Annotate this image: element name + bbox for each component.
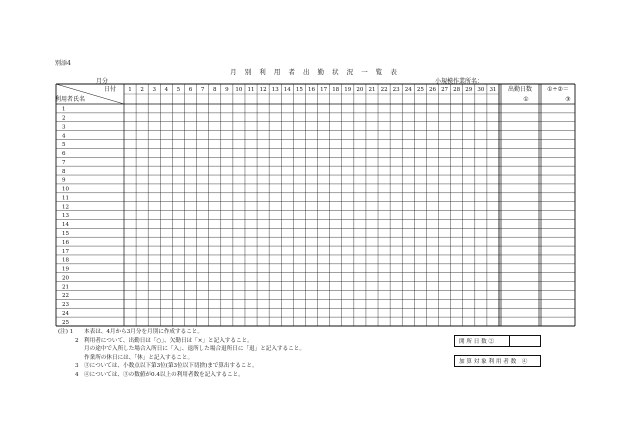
day-number-1: 1 xyxy=(128,87,132,93)
row-number-4: 4 xyxy=(62,133,66,140)
day-number-4: 4 xyxy=(164,87,169,93)
day-number-9: 9 xyxy=(225,87,229,93)
open-days-label: 開 所 日 数 ② xyxy=(459,339,495,345)
ratio-mark: ③ xyxy=(565,96,571,103)
day-number-7: 7 xyxy=(200,87,205,93)
row-number-1: 1 xyxy=(62,106,66,113)
row-number-25: 25 xyxy=(62,319,69,326)
row-number-23: 23 xyxy=(62,302,69,309)
row-number-5: 5 xyxy=(62,142,66,149)
day-number-22: 22 xyxy=(380,87,388,93)
day-number-13: 13 xyxy=(271,87,279,93)
day-number-3: 3 xyxy=(152,87,156,93)
day-number-24: 24 xyxy=(404,87,412,93)
day-number-28: 28 xyxy=(453,87,461,93)
day-number-26: 26 xyxy=(428,87,436,93)
day-number-18: 18 xyxy=(332,87,340,93)
day-number-23: 23 xyxy=(392,87,400,93)
form-number: 別添4 xyxy=(55,60,71,67)
row-number-12: 12 xyxy=(62,204,69,211)
row-number-3: 3 xyxy=(62,124,66,131)
note-text: 本表は、4月から3月分を月別に作成すること。 xyxy=(84,329,203,335)
row-number-6: 6 xyxy=(62,151,66,158)
note-text: 月の途中で入所した場合入所日に「入」、退所した場合退所日に「退」と記入すること。 xyxy=(84,346,305,353)
note-number: 2 xyxy=(75,337,79,344)
open-days-box xyxy=(454,335,541,347)
day-number-29: 29 xyxy=(465,87,473,93)
row-number-17: 17 xyxy=(62,248,69,255)
attendance-days-header: 出勤日数 xyxy=(507,86,533,93)
row-number-14: 14 xyxy=(62,222,69,229)
note-number: 3 xyxy=(75,363,79,370)
day-number-16: 16 xyxy=(308,87,315,93)
day-number-8: 8 xyxy=(212,87,217,93)
row-number-16: 16 xyxy=(62,239,69,246)
day-number-27: 27 xyxy=(441,87,449,93)
row-number-24: 24 xyxy=(62,310,69,317)
bonus-users-box xyxy=(454,355,541,367)
day-number-5: 5 xyxy=(176,87,181,93)
note-text: ③については、小数点以下第3位(第3位以下切捨)まで算出すること。 xyxy=(84,363,258,370)
row-number-10: 10 xyxy=(62,186,69,193)
row-number-22: 22 xyxy=(62,293,69,300)
row-number-18: 18 xyxy=(62,257,69,264)
row-number-7: 7 xyxy=(62,159,66,166)
day-number-17: 17 xyxy=(320,87,328,93)
day-number-21: 21 xyxy=(368,87,376,93)
user-name-header-label: 利用者氏名 xyxy=(54,96,86,103)
day-number-14: 14 xyxy=(283,87,291,93)
row-number-8: 8 xyxy=(62,168,66,175)
note-number: 4 xyxy=(75,371,79,378)
day-number-6: 6 xyxy=(188,87,193,93)
row-number-13: 13 xyxy=(62,213,69,220)
month-label: 月分 xyxy=(96,78,109,85)
page-title: 月 別 利 用 者 出 勤 状 況 一 覧 表 xyxy=(230,68,400,76)
day-header-label: 日付 xyxy=(103,86,116,93)
row-number-9: 9 xyxy=(62,177,66,184)
day-number-20: 20 xyxy=(356,87,364,93)
day-number-10: 10 xyxy=(235,87,243,93)
row-number-2: 2 xyxy=(62,115,66,122)
open-days-value-cell[interactable] xyxy=(509,336,540,346)
row-number-15: 15 xyxy=(62,231,69,237)
facility-name-label: 小規模作業所名： xyxy=(435,78,484,85)
bonus-users-label: 加 算 対 象 利 用 者 数 ④ xyxy=(459,359,528,365)
day-number-2: 2 xyxy=(140,87,144,93)
row-number-20: 20 xyxy=(62,275,69,282)
day-number-11: 11 xyxy=(247,87,255,93)
row-number-11: 11 xyxy=(62,195,69,202)
day-number-30: 30 xyxy=(477,87,485,93)
row-number-21: 21 xyxy=(62,284,69,291)
note-text: 作業所の休日には、「休」と記入すること。 xyxy=(84,354,194,361)
ratio-header: ①÷②＝ xyxy=(547,86,569,93)
attendance-days-mark: ① xyxy=(523,96,529,103)
day-number-19: 19 xyxy=(344,87,352,93)
note-number: (注) 1 xyxy=(58,329,74,335)
day-number-12: 12 xyxy=(259,87,267,93)
day-number-15: 15 xyxy=(295,87,303,93)
row-number-19: 19 xyxy=(62,266,69,273)
day-number-25: 25 xyxy=(416,87,424,93)
note-text: 利用者について、出勤日は「○」、欠勤日は「×」と記入すること。 xyxy=(84,337,253,344)
note-text: ④については、③の数値が0.4以上の利用者数を記入すること。 xyxy=(84,371,244,378)
day-number-31: 31 xyxy=(489,87,497,93)
